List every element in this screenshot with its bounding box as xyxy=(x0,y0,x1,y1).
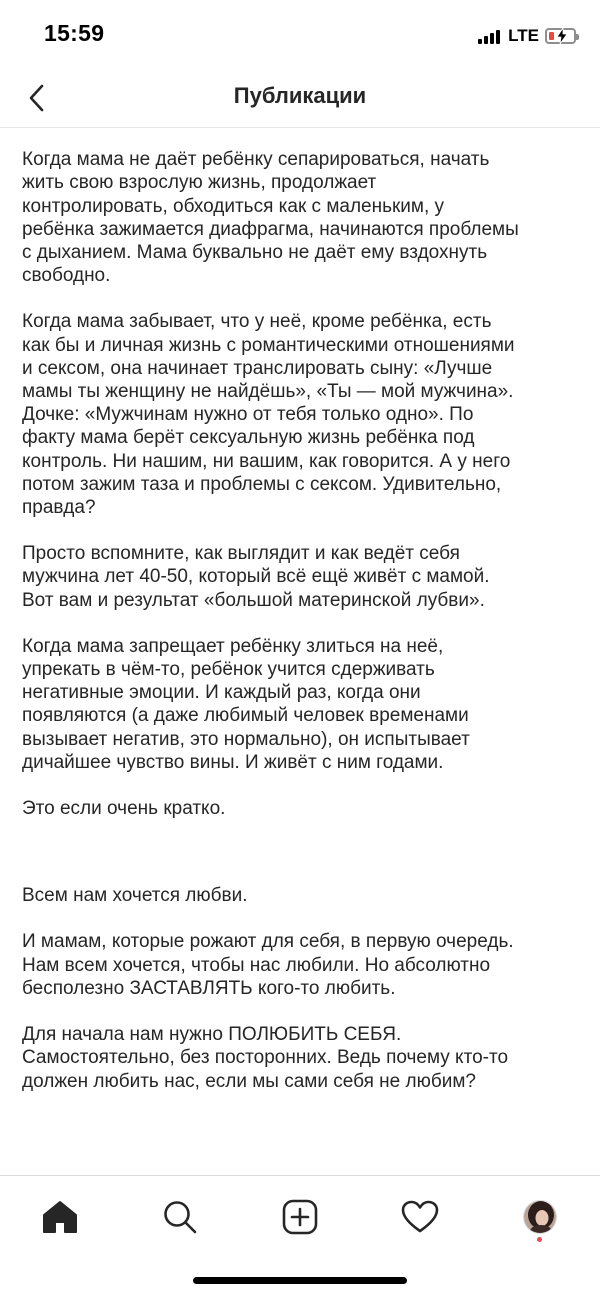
caption-paragraph: Всем нам хочется любви. xyxy=(22,885,248,907)
header xyxy=(0,70,600,128)
battery-cap xyxy=(576,34,579,40)
status-bar xyxy=(0,0,600,70)
home-indicator xyxy=(193,1277,407,1284)
tab-new-post[interactable] xyxy=(280,1197,320,1237)
search-icon xyxy=(162,1199,198,1235)
tab-activity[interactable] xyxy=(400,1197,440,1237)
caption-paragraph: Это если очень кратко. xyxy=(22,798,226,820)
battery-icon xyxy=(545,28,576,44)
charging-bolt-icon xyxy=(556,28,568,44)
post-caption xyxy=(22,102,582,1093)
caption-paragraph: Когда мама запрещает ребёнку злиться на неё, упрекать в чём-то, ребёнок учится сдерживать негативные эмоции. И каждый раз, когда они появляются (а даже любимый человек временами вызывает негатив, это нормально), он испытывает дичайшее чувство вины. И живёт с ним годами. xyxy=(22,635,470,773)
caption-paragraph: Когда мама не даёт ребёнку сепарироваться, начать жить свою взрослую жизнь, продолжает контролировать, обходиться как с маленьким, у ребёнка зажимается диафрагма, начинаются проблемы с дыханием. Мама буквально не даёт ему вздохнуть свободно. xyxy=(22,149,519,287)
caption-paragraph: Когда мама забывает, что у неё, кроме ребёнка, есть как бы и личная жизнь с романтическими отношениями и сексом, она начинает транслировать сыну: «Лучше мамы ты женщину не найдёшь», «Ты — мой мужчина». Дочке: «Мужчинам нужно от тебя только одно». По факту мама берёт сексуальную жизнь ребёнка под контроль. Ни нашим, ни вашим, как говорится. А у него потом зажим таза и проблемы с сексом. Удивительно, правда? xyxy=(22,311,515,519)
caption-paragraph: И мамам, которые рожают для себя, в первую очередь. Нам всем хочется, чтобы нас любили. Но абсолютно бесполезно ЗАСТАВЛЯТЬ кого-то любить. xyxy=(22,931,514,999)
network-type: LTE xyxy=(508,26,539,45)
profile-avatar-image xyxy=(524,1201,557,1234)
caption-paragraph: Просто вспомните, как выглядит и как ведёт себя мужчина лет 40-50, который всё ещё живёт с мамой. Вот вам и результат «большой материнской лубви». xyxy=(22,543,490,611)
cellular-signal-icon xyxy=(478,28,502,44)
avatar xyxy=(523,1200,557,1234)
page-title: Публикации xyxy=(233,83,367,108)
add-post-icon xyxy=(282,1199,318,1235)
caption-paragraph: Для начала нам нужно ПОЛЮБИТЬ СЕБЯ. Самостоятельно, без посторонних. Ведь почему кто-то должен любить нас, если мы сами себя не любим? xyxy=(22,1024,509,1092)
notification-dot xyxy=(537,1237,542,1242)
battery-level xyxy=(549,32,554,40)
tab-home[interactable] xyxy=(40,1197,80,1237)
heart-icon xyxy=(401,1200,439,1234)
status-indicators xyxy=(478,24,576,48)
home-icon xyxy=(42,1200,78,1234)
status-time: 15:59 xyxy=(44,20,105,46)
tab-search[interactable] xyxy=(160,1197,200,1237)
tab-profile[interactable] xyxy=(520,1197,560,1237)
